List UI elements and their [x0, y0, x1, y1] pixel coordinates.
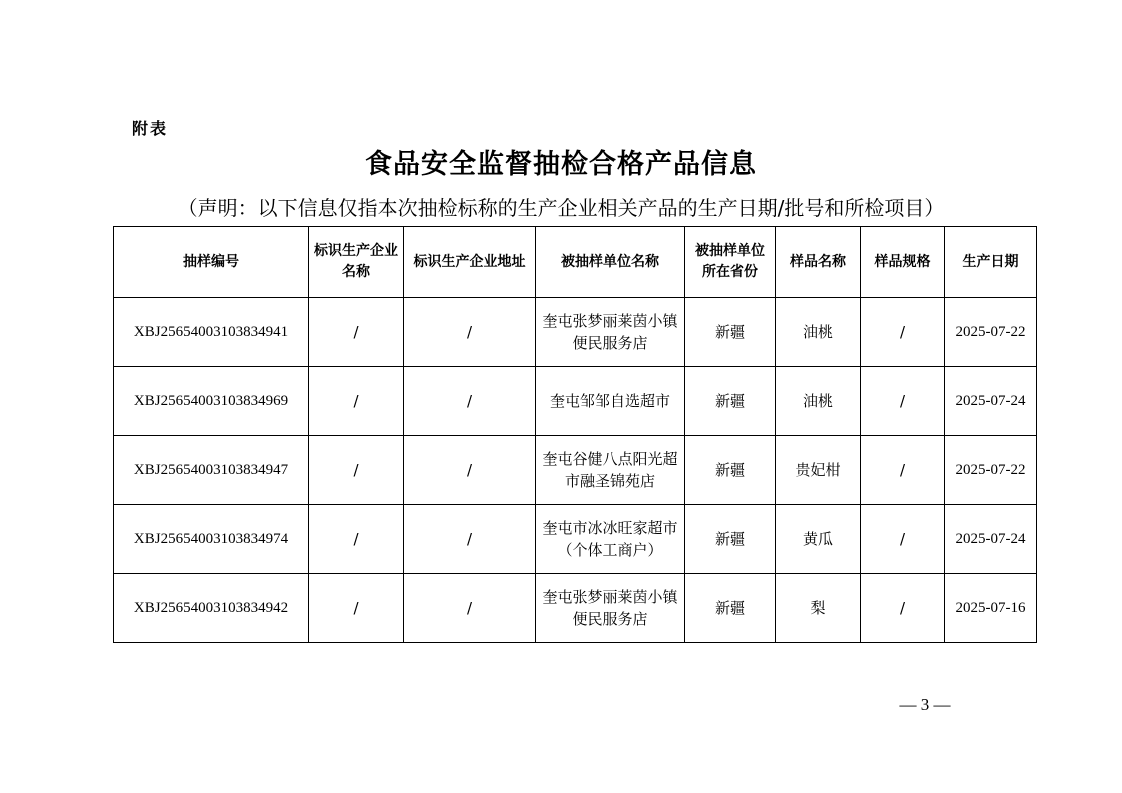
cell-sample-name: 黄瓜 [776, 505, 861, 574]
cell-sample-id: XBJ25654003103834941 [114, 298, 309, 367]
cell-sampled-unit-province: 新疆 [685, 367, 776, 436]
cell-sampled-unit-province: 新疆 [685, 505, 776, 574]
cell-manufacturer-name: / [309, 298, 404, 367]
cell-sampled-unit-name: 奎屯谷健八点阳光超市融圣锦苑店 [536, 436, 685, 505]
cell-sampled-unit-name: 奎屯张梦丽莱茵小镇便民服务店 [536, 298, 685, 367]
cell-sample-name: 油桃 [776, 298, 861, 367]
cell-sampled-unit-name: 奎屯张梦丽莱茵小镇便民服务店 [536, 574, 685, 643]
cell-sample-name: 梨 [776, 574, 861, 643]
inspection-results-table [113, 226, 1037, 643]
table-row [114, 505, 1037, 574]
cell-sampled-unit-province: 新疆 [685, 574, 776, 643]
cell-sample-name: 贵妃柑 [776, 436, 861, 505]
cell-sampled-unit-province: 新疆 [685, 436, 776, 505]
cell-sampled-unit-name: 奎屯市冰冰旺家超市（个体工商户） [536, 505, 685, 574]
cell-sample-name: 油桃 [776, 367, 861, 436]
page-number: — 3 — [899, 695, 951, 714]
header-production-date: 生产日期 [945, 227, 1037, 298]
cell-production-date: 2025-07-22 [945, 298, 1037, 367]
appendix-label: 附表 [132, 119, 169, 138]
header-sample-spec: 样品规格 [861, 227, 945, 298]
table-row [114, 367, 1037, 436]
cell-manufacturer-name: / [309, 505, 404, 574]
cell-manufacturer-address: / [404, 505, 536, 574]
table-row [114, 436, 1037, 505]
cell-sample-id: XBJ25654003103834969 [114, 367, 309, 436]
header-manufacturer-address: 标识生产企业地址 [404, 227, 536, 298]
cell-manufacturer-address: / [404, 298, 536, 367]
page-subtitle: （声明：以下信息仅指本次抽检标称的生产企业相关产品的生产日期/批号和所检项目） [177, 196, 945, 220]
cell-sample-id: XBJ25654003103834947 [114, 436, 309, 505]
cell-sample-spec: / [861, 298, 945, 367]
cell-manufacturer-name: / [309, 367, 404, 436]
header-sampled-unit-province: 被抽样单位所在省份 [685, 227, 776, 298]
cell-manufacturer-address: / [404, 367, 536, 436]
cell-sampled-unit-province: 新疆 [685, 298, 776, 367]
header-sample-name: 样品名称 [776, 227, 861, 298]
cell-sampled-unit-name: 奎屯邹邹自选超市 [536, 367, 685, 436]
cell-production-date: 2025-07-22 [945, 436, 1037, 505]
header-sample-id: 抽样编号 [114, 227, 309, 298]
cell-manufacturer-address: / [404, 574, 536, 643]
cell-production-date: 2025-07-16 [945, 574, 1037, 643]
cell-manufacturer-address: / [404, 436, 536, 505]
cell-production-date: 2025-07-24 [945, 505, 1037, 574]
cell-manufacturer-name: / [309, 436, 404, 505]
table-row [114, 298, 1037, 367]
cell-manufacturer-name: / [309, 574, 404, 643]
header-manufacturer-name: 标识生产企业名称 [309, 227, 404, 298]
cell-sample-id: XBJ25654003103834942 [114, 574, 309, 643]
header-sampled-unit-name: 被抽样单位名称 [536, 227, 685, 298]
cell-sample-spec: / [861, 574, 945, 643]
page-title: 食品安全监督抽检合格产品信息 [365, 149, 757, 180]
cell-sample-spec: / [861, 436, 945, 505]
table-header-row [114, 227, 1037, 298]
cell-sample-spec: / [861, 367, 945, 436]
table-row [114, 574, 1037, 643]
cell-sample-spec: / [861, 505, 945, 574]
cell-production-date: 2025-07-24 [945, 367, 1037, 436]
cell-sample-id: XBJ25654003103834974 [114, 505, 309, 574]
